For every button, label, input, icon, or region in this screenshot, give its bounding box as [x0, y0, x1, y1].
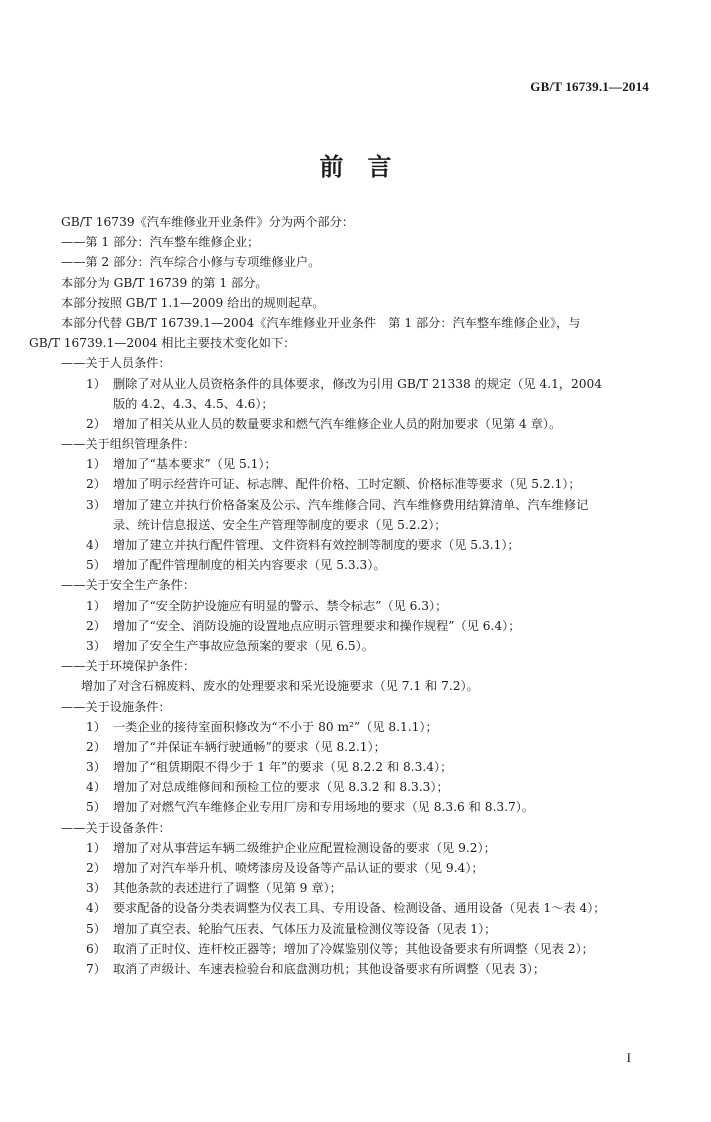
- item-number: 2）: [86, 861, 106, 875]
- list-item: [0, 454, 711, 474]
- intro-line: 本部分代替 GB/T 16739.1—2004《汽车维修业开业条件 第 1 部分：汽车整车维修企业》，与: [61, 315, 581, 330]
- list-item: [0, 596, 711, 616]
- item-text: 取消了声级计、车速表检验台和底盘测功机；其他设备要求有所调整（见表 3）；: [113, 961, 546, 976]
- section-heading-equipment: ——关于设备条件：: [61, 820, 171, 835]
- item-text: 增加了明示经营许可证、标志牌、配件价格、工时定额、价格标准等要求（见 5.2.1）；: [113, 477, 581, 492]
- item-number: 3）: [86, 497, 106, 512]
- list-item: [0, 878, 711, 898]
- item-text: 增加了对从事营运车辆二级维护企业应配置检测设备的要求（见 9.2）；: [113, 840, 496, 855]
- intro-line: 本部分按照 GB/T 1.1—2009 给出的规则起草。: [61, 295, 325, 310]
- item-text: 增加了相关从业人员的数量要求和燃气汽车维修企业人员的附加要求（见第 4 章）。: [113, 416, 562, 431]
- list-item: [0, 797, 711, 817]
- item-number: 2）: [86, 416, 106, 431]
- item-text: 增加了“安全防护设施应有明显的警示、禁令标志”（见 6.3）；: [113, 598, 448, 613]
- intro-line: GB/T 16739《汽车维修业开业条件》分为两个部分：: [61, 215, 354, 229]
- item-text: 增加了安全生产事故应急预案的要求（见 6.5）。: [113, 638, 374, 653]
- list-item: [0, 414, 711, 434]
- list-item: [0, 374, 711, 394]
- item-number: 1）: [86, 376, 106, 391]
- item-number: 1）: [86, 598, 106, 613]
- item-text-cont: 录、统计信息报送、安全生产管理等制度的要求（见 5.2.2）；: [113, 517, 447, 532]
- list-item: [0, 717, 711, 737]
- item-text: 增加了对汽车举升机、喷烤漆房及设备等产品认证的要求（见 9.4）；: [113, 861, 484, 875]
- item-number: 6）: [86, 941, 106, 956]
- list-item: [0, 777, 711, 797]
- section-heading-facilities: ——关于设施条件：: [61, 699, 171, 714]
- section-heading-personnel: ——关于人员条件：: [61, 356, 171, 371]
- item-number: 2）: [86, 618, 106, 633]
- item-number: 2）: [86, 477, 106, 492]
- item-text: 要求配备的设备分类表调整为仪表工具、专用设备、检测设备、通用设备（见表 1～表 4）；: [113, 901, 606, 916]
- item-text: 删除了对从业人员资格条件的具体要求，修改为引用 GB/T 21338 的规定（见 4.1，2004: [113, 376, 603, 391]
- item-text: 增加了“安全、消防设施的设置地点应明示管理要求和操作规程”（见 6.4）；: [113, 618, 521, 633]
- list-item: [0, 838, 711, 858]
- item-text: 增加了建立并执行配件管理、文件资料有效控制等制度的要求（见 5.3.1）；: [113, 538, 520, 552]
- item-number: 3）: [86, 881, 106, 896]
- item-text: 增加了对燃气汽车维修企业专用厂房和专用场地的要求（见 8.3.6 和 8.3.7）。: [113, 800, 534, 815]
- item-number: 5）: [86, 921, 106, 936]
- section-heading-organization: ——关于组织管理条件：: [61, 437, 196, 452]
- item-number: 4）: [86, 538, 106, 552]
- intro-line: 本部分为 GB/T 16739 的第 1 部分。: [61, 275, 268, 290]
- page-title: 前 言: [319, 153, 392, 181]
- item-number: 7）: [86, 961, 106, 976]
- item-number: 1）: [86, 457, 106, 472]
- list-item: [0, 474, 711, 494]
- item-text: 增加了真空表、轮胎气压表、气体压力及流量检测仪等设备（见表 1）；: [113, 921, 497, 936]
- item-number: 3）: [86, 760, 106, 775]
- standard-number: GB/T 16739.1—2014: [530, 79, 649, 94]
- section-heading-environment: ——关于环境保护条件：: [61, 659, 196, 674]
- list-item: [0, 858, 711, 878]
- item-number: 1）: [86, 840, 106, 855]
- item-text: 一类企业的接待室面积修改为“不小于 80 m²”（见 8.1.1）；: [113, 719, 438, 734]
- list-item: [0, 898, 711, 918]
- item-text-cont: 版的 4.2、4.3、4.5、4.6）；: [113, 396, 274, 411]
- item-number: 4）: [86, 901, 106, 916]
- document-body: [0, 212, 711, 979]
- section-heading-safety: ——关于安全生产条件：: [61, 578, 196, 593]
- list-item: [0, 555, 711, 575]
- list-item: [0, 495, 711, 515]
- list-item: [0, 939, 711, 959]
- item-text: 取消了正时仪、连杆校正器等；增加了冷媒鉴别仪等；其他设备要求有所调整（见表 2）；: [113, 941, 594, 956]
- page-number: I: [626, 1050, 631, 1065]
- item-number: 1）: [86, 719, 106, 734]
- list-item: [0, 919, 711, 939]
- item-number: 2）: [86, 739, 106, 754]
- item-number: 5）: [86, 558, 106, 573]
- intro-line: GB/T 16739.1—2004 相比主要技术变化如下：: [29, 336, 296, 351]
- list-item: [0, 535, 711, 555]
- item-text: 增加了建立并执行价格备案及公示、汽车维修合同、汽车维修费用结算清单、汽车维修记: [113, 497, 589, 512]
- environment-text: 增加了对含石棉废料、废水的处理要求和采光设施要求（见 7.1 和 7.2）。: [81, 679, 479, 694]
- intro-line: ——第 1 部分：汽车整车维修企业；: [61, 235, 260, 250]
- list-item: [0, 636, 711, 656]
- list-item: [0, 616, 711, 636]
- list-item: [0, 959, 711, 979]
- item-number: 5）: [86, 800, 106, 815]
- intro-line: ——第 2 部分：汽车综合小修与专项维修业户。: [61, 255, 321, 270]
- item-text: 增加了配件管理制度的相关内容要求（见 5.3.3）。: [113, 558, 386, 573]
- item-text: 增加了“租赁期限不得少于 1 年”的要求（见 8.2.2 和 8.3.4）；: [113, 760, 453, 775]
- item-text: 其他条款的表述进行了调整（见第 9 章）；: [113, 881, 342, 896]
- item-text: 增加了“基本要求”（见 5.1）；: [113, 457, 277, 472]
- list-item: [0, 757, 711, 777]
- item-text: 增加了对总成维修间和预检工位的要求（见 8.3.2 和 8.3.3）；: [113, 780, 449, 795]
- item-number: 4）: [86, 780, 106, 795]
- item-text: 增加了“并保证车辆行驶通畅”的要求（见 8.2.1）；: [113, 739, 386, 754]
- list-item: [0, 737, 711, 757]
- item-number: 3）: [86, 638, 106, 653]
